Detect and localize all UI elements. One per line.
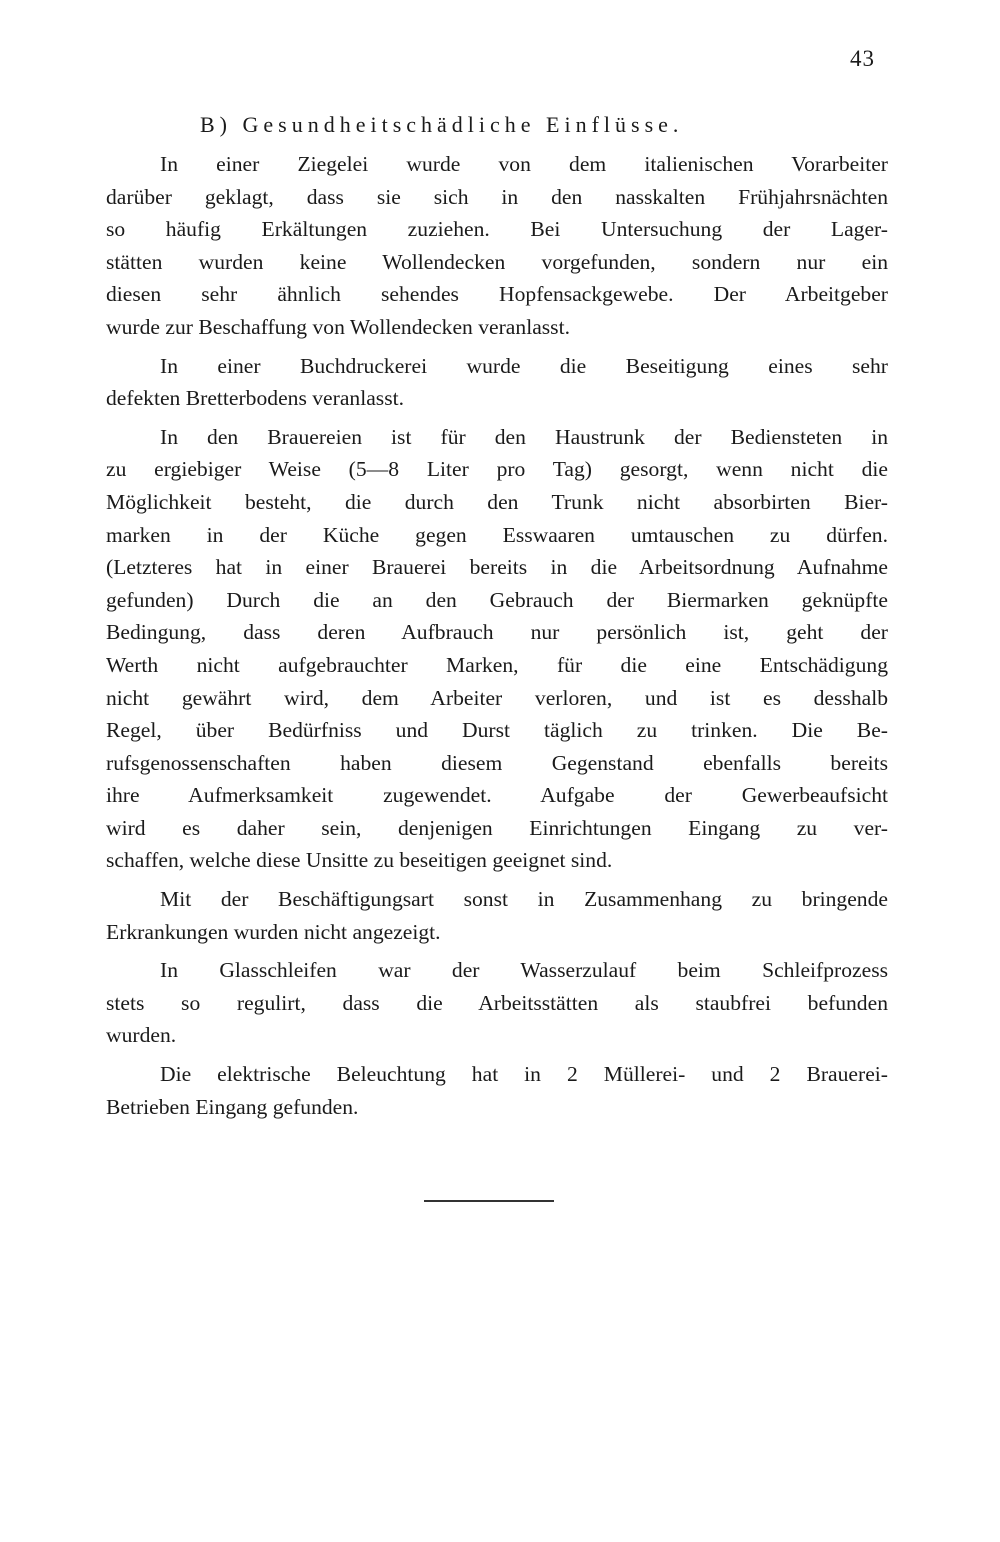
paragraph-ziegelei [106, 148, 888, 344]
text-line: In Glasschleifen war der Wasserzulauf beim Schleifprozess [160, 958, 888, 983]
text-line: Werth nicht aufgebrauchter Marken, für die eine Entschädigung [106, 652, 888, 677]
text-line: Bedingung, dass deren Aufbrauch nur persönlich ist, geht der [106, 620, 888, 645]
paragraph-beleuchtung [106, 1058, 888, 1123]
paragraph-brauereien [106, 421, 888, 877]
page-number: 43 [850, 46, 875, 71]
text-line: Mit der Beschäftigungsart sonst in Zusammenhang zu bringende [160, 887, 888, 912]
text-line: Die elektrische Beleuchtung hat in 2 Müllerei- und 2 Brauerei- [160, 1062, 888, 1087]
section-end-rule [424, 1200, 554, 1202]
text-line: stets so regulirt, dass die Arbeitsstätten als staubfrei befunden [106, 990, 888, 1015]
text-line: In den Brauereien ist für den Haustrunk der Bediensteten in [160, 424, 888, 449]
text-line: wurde zur Beschaffung von Wollendecken veranlasst. [106, 314, 570, 339]
text-line: stätten wurden keine Wollendecken vorgefunden, sondern nur ein [106, 249, 888, 274]
text-line: (Letzteres hat in einer Brauerei bereits in die Arbeitsordnung Aufnahme [106, 555, 888, 580]
paragraph-erkrankungen [106, 883, 888, 948]
text-line: wird es daher sein, denjenigen Einrichtungen Eingang zu ver- [106, 815, 888, 840]
text-line: Regel, über Bedürfniss und Durst täglich zu trinken. Die Be- [106, 718, 888, 743]
text-line: ihre Aufmerksamkeit zugewendet. Aufgabe der Gewerbeaufsicht [106, 783, 888, 808]
text-line: marken in der Küche gegen Esswaaren umtauschen zu dürfen. [106, 522, 888, 547]
text-line: darüber geklagt, dass sie sich in den nasskalten Frühjahrsnächten [106, 184, 888, 209]
text-line: so häufig Erkältungen zuziehen. Bei Untersuchung der Lager- [106, 217, 888, 242]
text-line: Erkrankungen wurden nicht angezeigt. [106, 919, 441, 944]
text-line: rufsgenossenschaften haben diesem Gegenstand ebenfalls bereits [106, 750, 888, 775]
text-line: Betrieben Eingang gefunden. [106, 1094, 359, 1119]
text-line: defekten Bretterbodens veranlasst. [106, 386, 405, 411]
section-heading: B) Gesundheitschädliche Einflüsse. [200, 112, 684, 137]
text-line: wurden. [106, 1023, 177, 1048]
text-line: gefunden) Durch die an den Gebrauch der Biermarken geknüpfte [106, 587, 888, 612]
text-line: In einer Buchdruckerei wurde die Beseitigung eines sehr [160, 353, 888, 378]
paragraph-buchdruckerei [106, 350, 888, 415]
text-line: diesen sehr ähnlich sehendes Hopfensackgewebe. Der Arbeitgeber [106, 282, 888, 307]
text-line: nicht gewährt wird, dem Arbeiter verloren, und ist es desshalb [106, 685, 888, 710]
text-line: Möglichkeit besteht, die durch den Trunk nicht absorbirten Bier- [106, 489, 888, 514]
text-line: zu ergiebiger Weise (5—8 Liter pro Tag) gesorgt, wenn nicht die [106, 457, 888, 482]
paragraph-glasschleifen [106, 954, 888, 1052]
text-line: schaffen, welche diese Unsitte zu beseitigen geeignet sind. [106, 848, 613, 873]
body-text [106, 148, 888, 1129]
text-line: In einer Ziegelei wurde von dem italienischen Vorarbeiter [160, 152, 888, 176]
